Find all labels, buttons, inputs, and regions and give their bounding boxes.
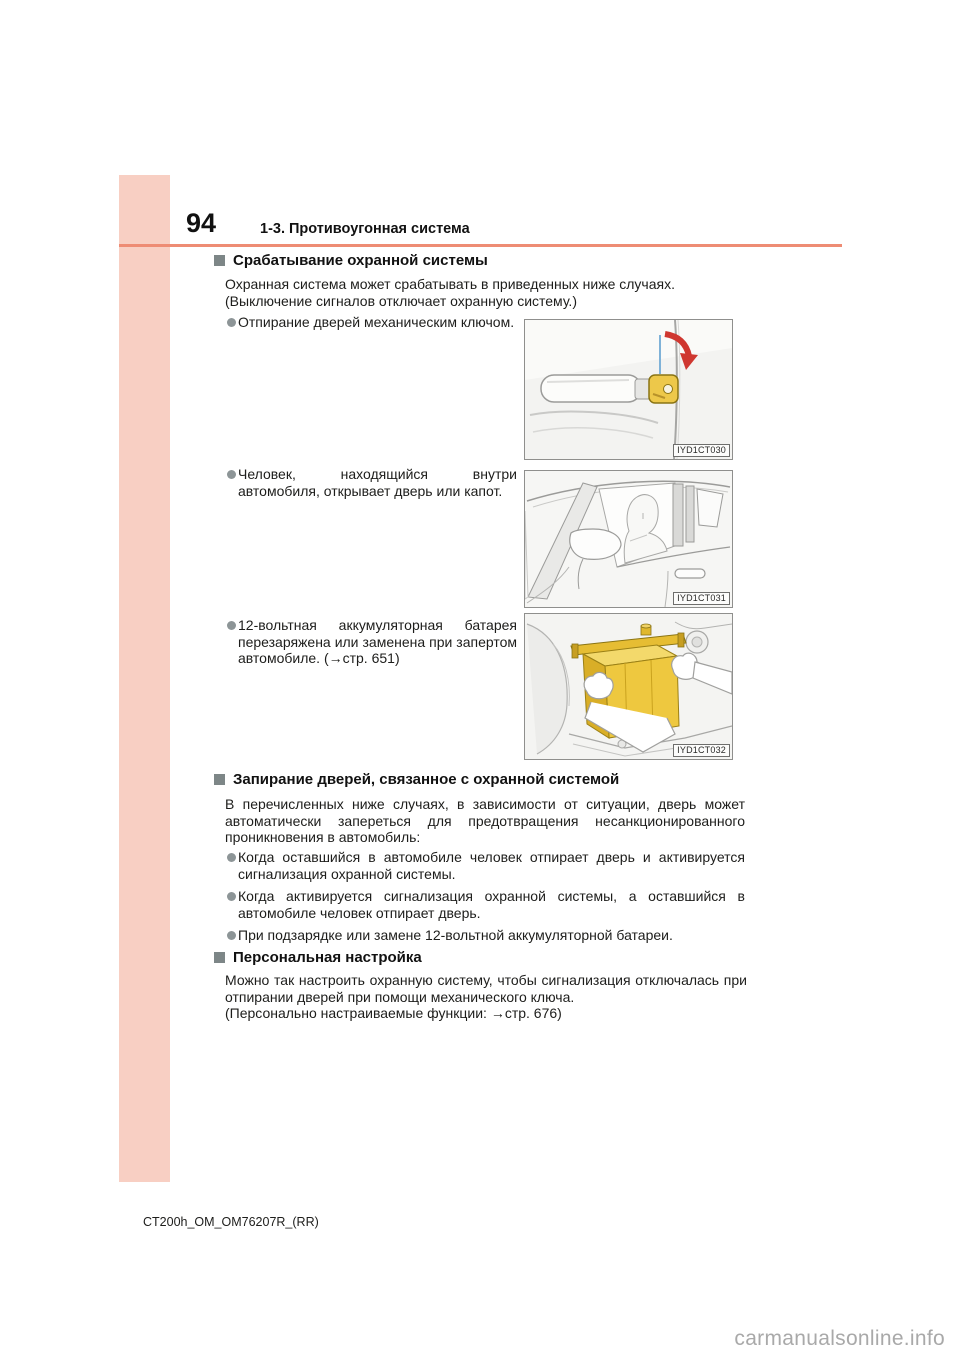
bullet-icon <box>227 470 236 479</box>
figure-battery <box>524 613 733 760</box>
customization-note: (Персонально настраиваемые функции: →стр. 676) <box>225 1005 562 1021</box>
locking-bullet-3 <box>227 927 745 944</box>
section-heading-locking <box>214 771 619 788</box>
bullet-text: Когда оставшийся в автомобиле человек отпирает дверь и активируется сигнализация охранной системы. <box>238 849 745 882</box>
battery-illustration <box>525 614 732 759</box>
chapter-title: 1-3. Противоугонная система <box>260 221 470 237</box>
section-title: Запирание дверей, связанное с охранной системой <box>233 771 620 788</box>
bullet-icon <box>227 621 236 630</box>
figure-label: IYD1CT032 <box>673 744 730 757</box>
person-in-car-illustration <box>525 471 732 607</box>
figure-door-key <box>524 319 733 460</box>
bullet-text: При подзарядке или замене 12-вольтной аккумуляторной батареи. <box>238 927 673 943</box>
bullet-icon <box>227 892 236 901</box>
section-title: Срабатывание охранной системы <box>233 252 488 269</box>
locking-bullet-2 <box>227 888 745 921</box>
alarm-intro-line2: (Выключение сигналов отключает охранную систему.) <box>225 292 577 309</box>
figure-label: IYD1CT030 <box>673 444 730 457</box>
door-key-illustration <box>525 320 732 459</box>
bullet-icon <box>227 853 236 862</box>
alarm-intro <box>225 276 747 309</box>
customization-text: Можно так настроить охранную систему, чтобы сигнализация отключалась при отпирании дверей при помощи механического ключа. <box>225 972 747 1005</box>
page-number: 94 <box>186 208 217 238</box>
customization-body <box>225 972 747 1022</box>
bullet-icon <box>227 931 236 940</box>
bullet-text: 12-вольтная аккумуляторная батарея перезаряжена или заменена при запертом автомобиле. (→стр. 651) <box>238 617 517 666</box>
document-code: CT200h_OM_OM76207R_(RR) <box>143 1215 319 1229</box>
chapter-sidebar-band <box>119 175 170 1182</box>
section-title: Персональная настройка <box>233 949 422 966</box>
bullet-text: Человек, находящийся внутри автомобиля, открывает дверь или капот. <box>238 466 517 499</box>
alarm-bullet-key <box>227 314 517 331</box>
bullet-icon <box>227 318 236 327</box>
figure-label: IYD1CT031 <box>673 592 730 605</box>
watermark-text: carmanualsonline.info <box>734 1327 945 1350</box>
alarm-bullet-person <box>227 466 517 499</box>
section-marker-icon <box>214 774 225 785</box>
alarm-intro-line1: Охранная система может срабатывать в приведенных ниже случаях. <box>225 276 675 292</box>
section-marker-icon <box>214 255 225 266</box>
section-marker-icon <box>214 952 225 963</box>
bullet-text: Когда активируется сигнализация охранной системы, а оставшийся в автомобиле человек отпирает дверь. <box>238 888 745 921</box>
bullet-text: Отпирание дверей механическим ключом. <box>238 314 515 330</box>
figure-person-in-car <box>524 470 733 608</box>
section-heading-alarm <box>214 252 488 269</box>
header-rule <box>119 244 842 247</box>
locking-intro: В перечисленных ниже случаях, в зависимости от ситуации, дверь может автоматически запереться для предотвращения несанкционированного проникновения в автомобиль: <box>225 796 745 845</box>
alarm-bullet-battery <box>227 617 517 667</box>
locking-bullet-1 <box>227 849 745 882</box>
section-heading-customization <box>214 949 422 966</box>
